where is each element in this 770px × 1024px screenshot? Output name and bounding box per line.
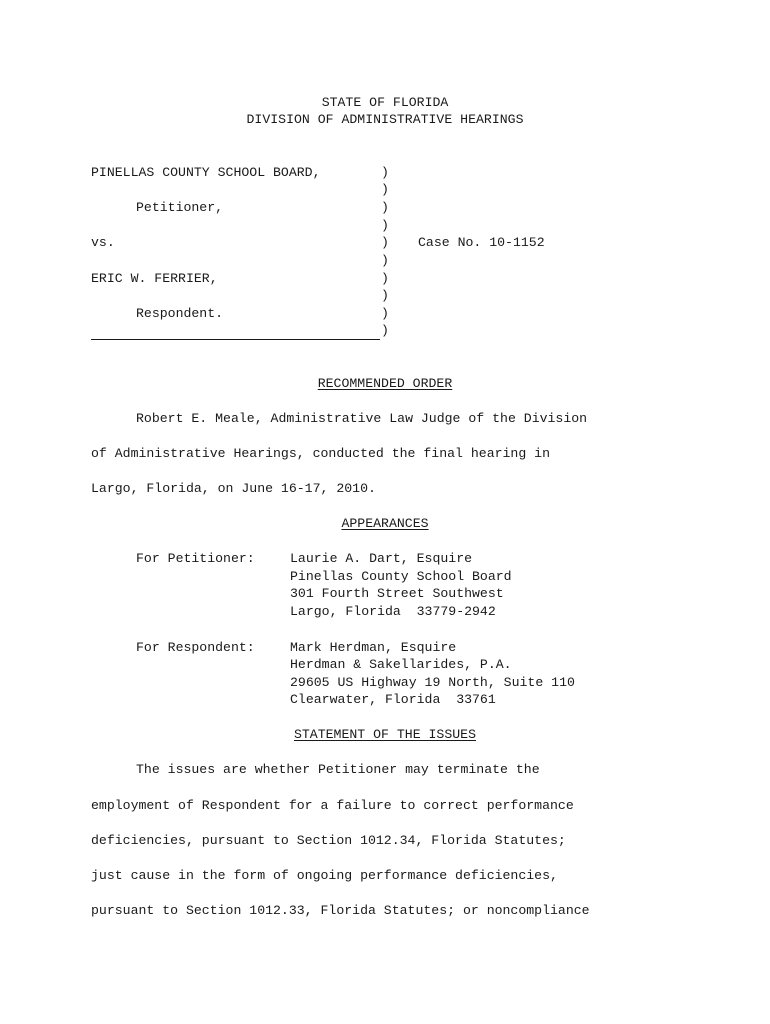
caption-paren: ) — [381, 323, 389, 338]
respondent-counsel-label: For Respondent: — [136, 640, 255, 655]
respondent-party: ERIC W. FERRIER, — [91, 271, 218, 286]
caption-paren: ) — [381, 271, 389, 286]
petitioner-counsel-line: Laurie A. Dart, Esquire — [290, 551, 473, 566]
caption-paren: ) — [381, 235, 389, 250]
intro-line: of Administrative Hearings, conducted the final hearing in — [91, 446, 550, 461]
respondent-counsel-line: Clearwater, Florida 33761 — [290, 692, 496, 707]
petitioner-counsel-line: Pinellas County School Board — [290, 569, 512, 584]
caption-paren: ) — [381, 253, 389, 268]
respondent-role: Respondent. — [136, 306, 224, 321]
division-heading: DIVISION OF ADMINISTRATIVE HEARINGS — [246, 112, 524, 127]
appearances-heading: APPEARANCES — [341, 516, 429, 531]
petitioner-counsel-line: Largo, Florida 33779-2942 — [290, 604, 496, 619]
caption-paren: ) — [381, 200, 389, 215]
issues-line: deficiencies, pursuant to Section 1012.34, Florida Statutes; — [91, 833, 566, 848]
intro-line: Largo, Florida, on June 16-17, 2010. — [91, 481, 376, 496]
issues-line: The issues are whether Petitioner may terminate the — [136, 762, 540, 777]
caption-paren: ) — [381, 218, 389, 233]
caption-paren: ) — [381, 288, 389, 303]
order-title: RECOMMENDED ORDER — [317, 376, 453, 391]
petitioner-counsel-line: 301 Fourth Street Southwest — [290, 586, 504, 601]
petitioner-role: Petitioner, — [136, 200, 224, 215]
issues-line: pursuant to Section 1012.33, Florida Statutes; or noncompliance — [91, 903, 590, 918]
respondent-counsel-line: Herdman & Sakellarides, P.A. — [290, 657, 512, 672]
caption-underline — [91, 339, 380, 340]
issues-line: employment of Respondent for a failure to correct performance — [91, 798, 574, 813]
petitioner-counsel-label: For Petitioner: — [136, 551, 255, 566]
intro-line: Robert E. Meale, Administrative Law Judge of the Division — [136, 411, 588, 426]
caption-paren: ) — [381, 306, 389, 321]
caption-paren: ) — [381, 182, 389, 197]
caption-paren: ) — [381, 165, 389, 180]
issues-heading: STATEMENT OF THE ISSUES — [293, 727, 477, 742]
respondent-counsel-line: 29605 US Highway 19 North, Suite 110 — [290, 675, 575, 690]
versus-label: vs. — [91, 235, 115, 250]
state-heading: STATE OF FLORIDA — [321, 95, 449, 110]
case-number: Case No. 10-1152 — [418, 235, 545, 250]
petitioner-party: PINELLAS COUNTY SCHOOL BOARD, — [91, 165, 321, 180]
issues-line: just cause in the form of ongoing performance deficiencies, — [91, 868, 558, 883]
respondent-counsel-line: Mark Herdman, Esquire — [290, 640, 457, 655]
